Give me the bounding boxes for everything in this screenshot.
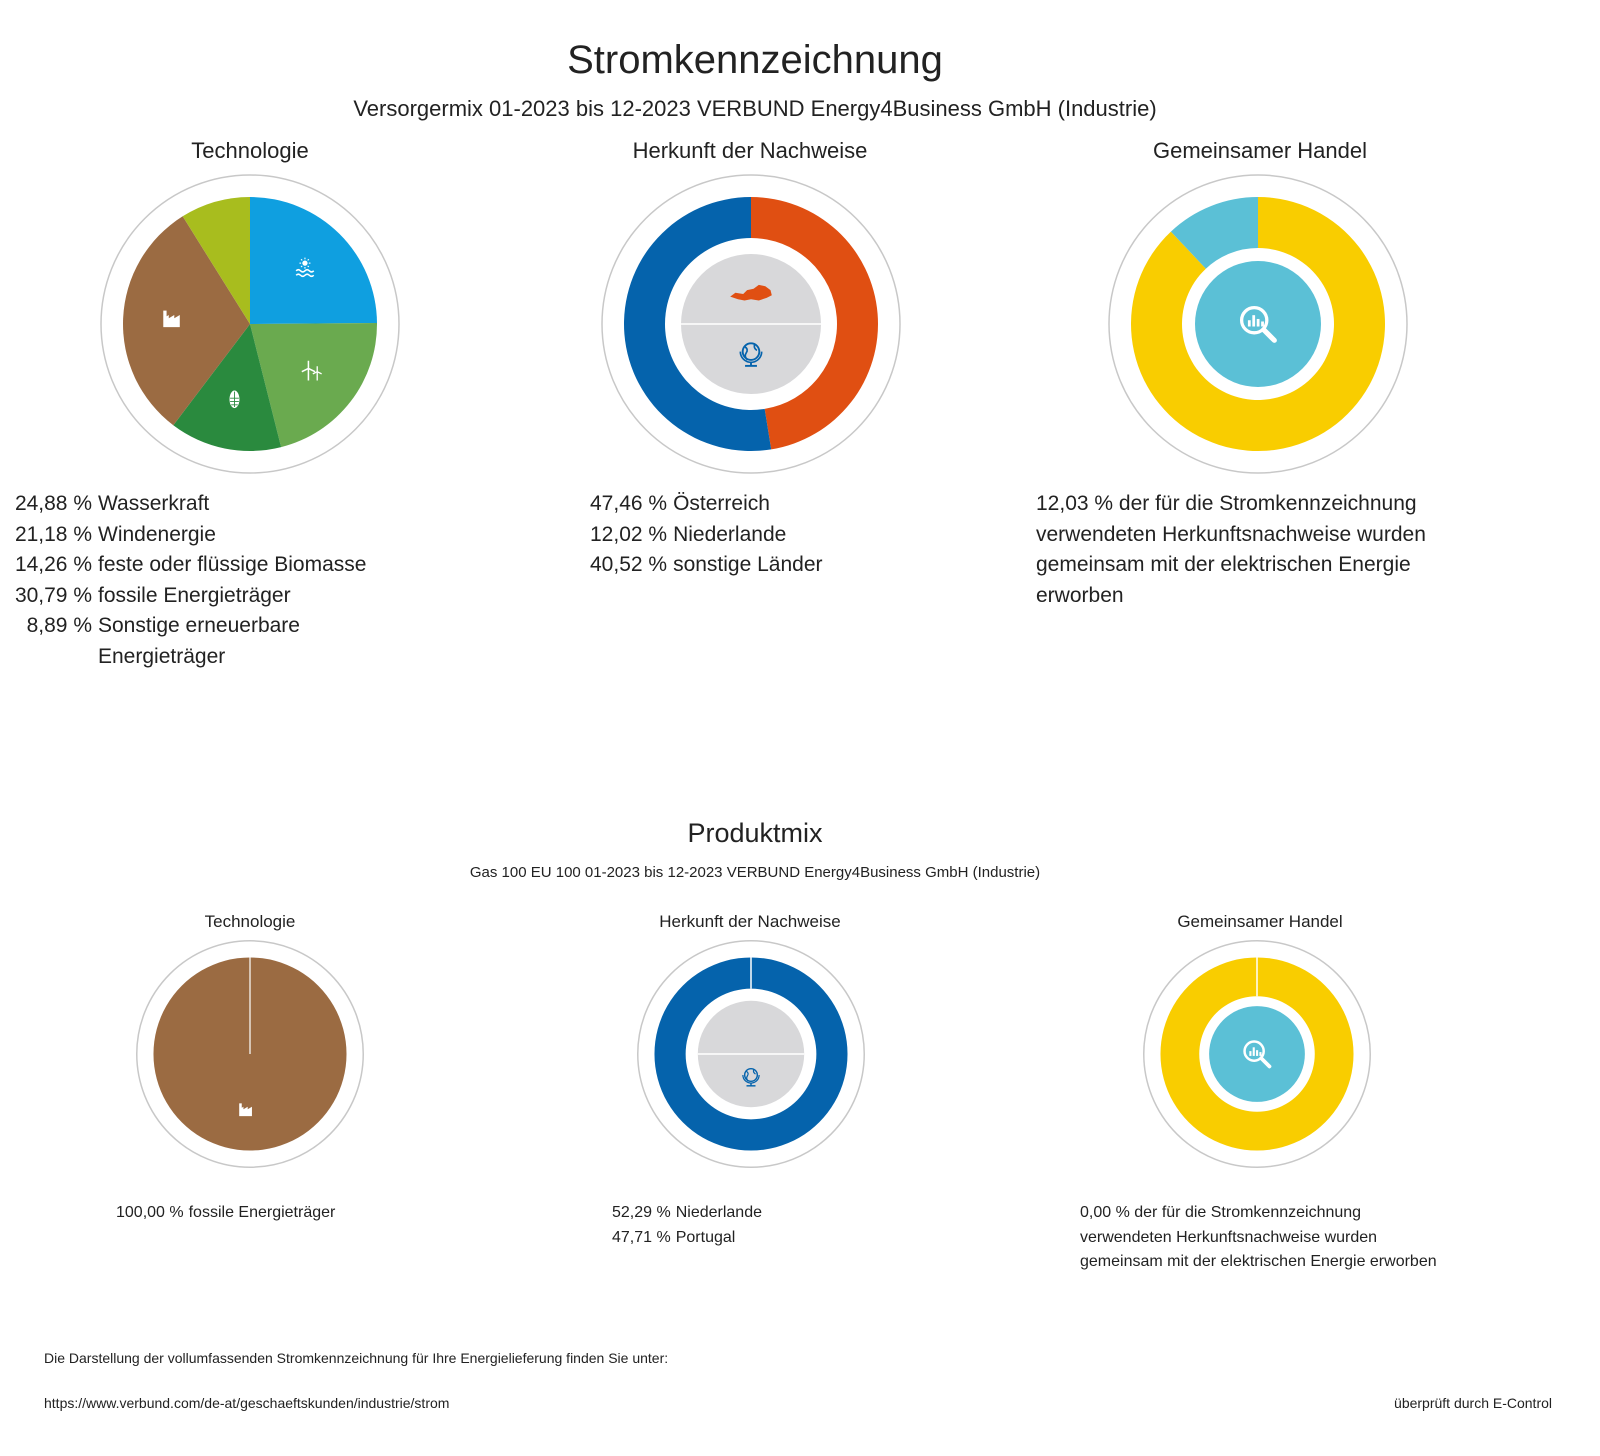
produkt-technologie-title: Technologie xyxy=(204,912,296,931)
herkunft-legend xyxy=(590,489,823,581)
legend-item-oesterreich xyxy=(590,489,823,520)
handel-text: 12,03 % der für die Stromkennzeichnung verwendeten Herkunftsnachweise wurden gemeinsam mit der elektrischen Energie erworben xyxy=(1036,492,1426,607)
legend-pct: 52,29 % xyxy=(612,1204,671,1221)
legend-item-wasserkraft xyxy=(0,489,366,520)
pie-slice-1 xyxy=(250,197,377,324)
legend-label: feste oder flüssige Biomasse xyxy=(98,553,367,576)
legend-label: Niederlande xyxy=(673,522,787,546)
footer-note: Die Darstellung der vollumfassenden Stromkennzeichnung für Ihre Energielieferung finden Sie unter: xyxy=(44,1350,669,1366)
legend-label: Portugal xyxy=(675,1228,736,1246)
legend-pct: 30,79 % xyxy=(14,583,92,607)
handel-donut-chart xyxy=(1108,174,1408,474)
legend-pct: 8,89 % xyxy=(26,614,92,637)
legend-item-sonstige-erneuerbare-cont xyxy=(0,642,366,673)
legend-pct: 12,02 % xyxy=(590,522,668,546)
legend-item-biomasse xyxy=(0,550,366,581)
legend-item-fossil xyxy=(116,1201,335,1226)
produkt-handel-text: 0,00 % der für die Stromkennzeichnung verwendeten Herkunftsnachweise wurden gemeinsam mit der elektrischen Energie erworben xyxy=(1080,1204,1437,1270)
handel-title: Gemeinsamer Handel xyxy=(1153,138,1367,163)
legend-label: fossile Energieträger xyxy=(188,1204,336,1221)
page-subtitle: Versorgermix 01-2023 bis 12-2023 VERBUND Energy4Business GmbH (Industrie) xyxy=(353,96,1157,121)
legend-item-portugal xyxy=(612,1226,762,1251)
legend-label: fossile Energieträger xyxy=(98,583,291,607)
legend-pct: 40,52 % xyxy=(590,553,668,576)
produkt-technologie-legend xyxy=(116,1201,335,1226)
legend-item-niederlande xyxy=(590,520,823,551)
technologie-title: Technologie xyxy=(191,138,309,163)
legend-pct: 100,00 % xyxy=(116,1204,184,1221)
legend-label: Niederlande xyxy=(675,1204,762,1221)
produkt-technologie-pie-chart xyxy=(136,940,364,1168)
produkt-herkunft-donut-chart xyxy=(637,940,865,1168)
legend-label: Wasserkraft xyxy=(98,492,210,515)
legend-pct: 14,26 % xyxy=(14,553,92,576)
legend-pct: 47,46 % xyxy=(590,492,668,515)
produkt-herkunft-legend xyxy=(612,1201,762,1250)
legend-label: Windenergie xyxy=(98,522,216,546)
technologie-legend xyxy=(0,489,366,672)
legend-item-sonstige-erneuerbare xyxy=(0,611,366,642)
produkt-handel-title: Gemeinsamer Handel xyxy=(1177,912,1343,931)
biomass-icon xyxy=(230,391,240,409)
produkt-handel-donut-chart xyxy=(1143,940,1371,1168)
legend-item-fossil xyxy=(0,581,366,612)
footer-url-link[interactable]: https://www.verbund.com/de-at/geschaeftskunden/industrie/strom xyxy=(44,1395,450,1411)
legend-label: Energieträger xyxy=(98,644,226,668)
legend-item-niederlande xyxy=(612,1201,762,1226)
technologie-pie-chart xyxy=(100,174,400,474)
legend-label: Sonstige erneuerbare xyxy=(98,614,300,637)
verified-note: überprüft durch E-Control xyxy=(1394,1395,1552,1411)
legend-item-sonstige-laender xyxy=(590,550,823,581)
legend-label: Österreich xyxy=(673,492,770,515)
herkunft-donut-chart xyxy=(601,174,901,474)
legend-label: sonstige Länder xyxy=(673,553,823,576)
legend-pct: 24,88 % xyxy=(14,492,92,515)
legend-pct: 47,71 % xyxy=(612,1228,671,1246)
produktmix-title: Produktmix xyxy=(687,818,823,848)
legend-item-windenergie xyxy=(0,520,366,551)
page-title: Stromkennzeichnung xyxy=(567,38,943,82)
produkt-herkunft-title: Herkunft der Nachweise xyxy=(659,912,841,931)
produktmix-subtitle: Gas 100 EU 100 01-2023 bis 12-2023 VERBUND Energy4Business GmbH (Industrie) xyxy=(469,864,1041,881)
herkunft-title: Herkunft der Nachweise xyxy=(632,138,868,163)
legend-pct: 21,18 % xyxy=(14,522,92,546)
